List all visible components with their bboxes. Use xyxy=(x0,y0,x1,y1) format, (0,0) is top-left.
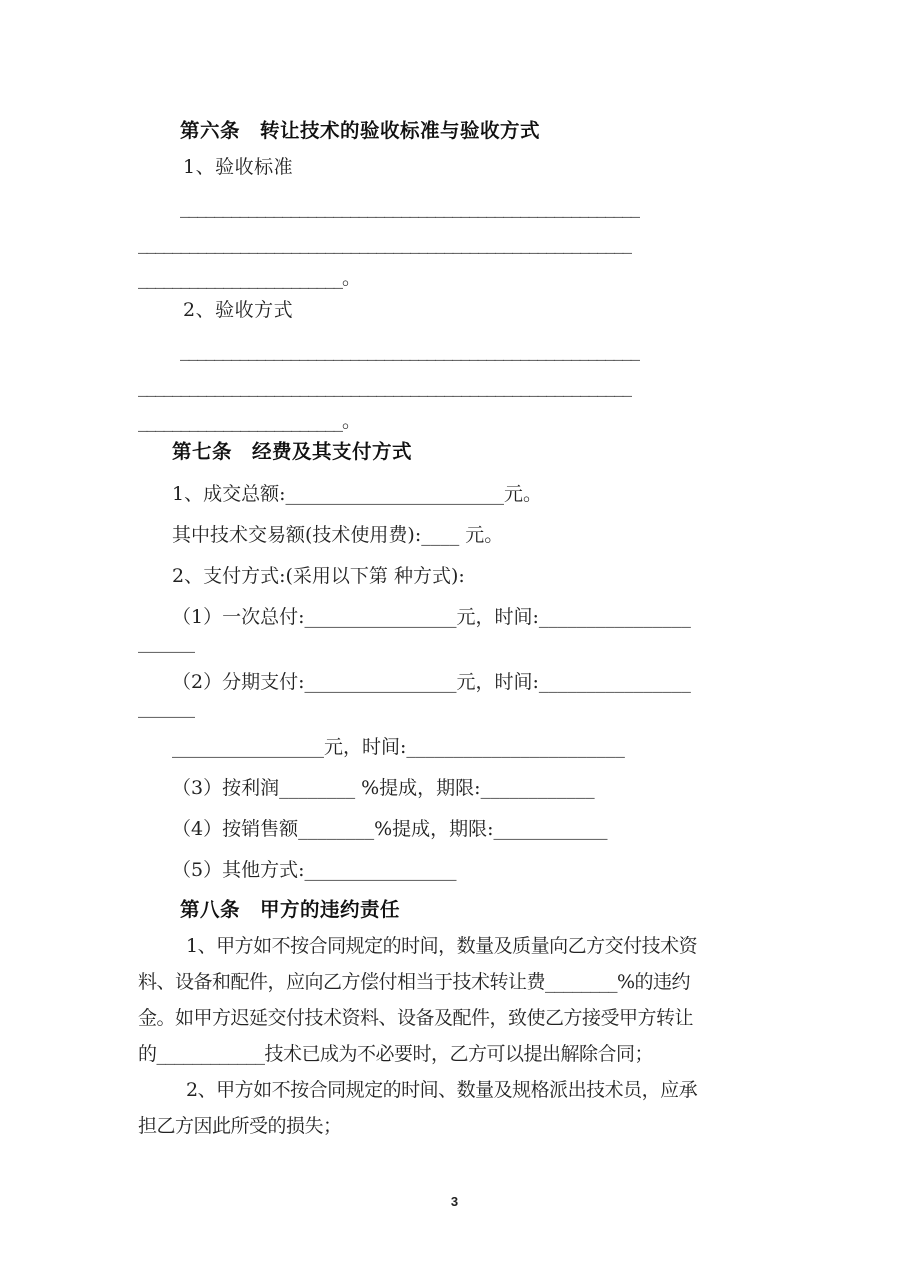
art7-option-2: （2）分期支付:________________元，时间:________________ xyxy=(172,671,691,693)
art7-option-2-installment: ________________元，时间:_______________________ xyxy=(172,736,625,758)
art7-option-1: （1）一次总付:________________元，时间:________________ xyxy=(172,606,691,628)
art6-item2-blank-3: ________________________。 xyxy=(138,410,361,432)
article-7-heading: 第七条 经费及其支付方式 xyxy=(172,440,413,463)
art7-option-1-cont: ______ xyxy=(138,631,195,653)
article-8-heading: 第八条 甲方的违约责任 xyxy=(180,898,401,921)
art6-item1-blank-2: __________________________________________________________ xyxy=(138,232,631,254)
page-number: 3 xyxy=(450,1194,459,1209)
art8-para1-line3: 金。如甲方迟延交付技术资料、设备及配件，致使乙方接受甲方转让 xyxy=(138,1007,694,1029)
art8-para2-line2: 担乙方因此所受的损失； xyxy=(138,1115,342,1137)
art6-item1-blank-3: ________________________。 xyxy=(138,267,361,289)
art6-item1-blank-1: ______________________________________________________ xyxy=(180,196,639,218)
art6-item2-blank-1: ______________________________________________________ xyxy=(180,339,639,361)
art6-item2-title: 2、验收方式 xyxy=(183,299,294,321)
art7-tech-fee: 其中技术交易额(技术使用费):____ 元。 xyxy=(172,524,504,546)
art7-option-5: （5）其他方式:________________ xyxy=(172,859,457,881)
art6-item1-title: 1、验收标准 xyxy=(183,156,294,178)
art8-para1-line2: 料、设备和配件，应向乙方偿付相当于技术转让费________%的违约 xyxy=(138,971,691,993)
art7-option-3: （3）按利润________ %提成，期限:____________ xyxy=(172,777,595,799)
art8-para2-line1: 2、甲方如不按合同规定的时间、数量及规格派出技术员，应承 xyxy=(186,1079,698,1101)
article-6-heading: 第六条 转让技术的验收标准与验收方式 xyxy=(180,119,541,142)
art7-option-2-cont: ______ xyxy=(138,696,195,718)
art6-item2-blank-2: __________________________________________________________ xyxy=(138,375,631,397)
art8-para1-line1: 1、甲方如不按合同规定的时间，数量及质量向乙方交付技术资 xyxy=(186,935,698,957)
art7-option-4: （4）按销售额________%提成，期限:____________ xyxy=(172,818,608,840)
art8-para1-line4: 的____________技术已成为不必要时，乙方可以提出解除合同； xyxy=(138,1043,654,1065)
art7-payment-method: 2、支付方式:(采用以下第 种方式): xyxy=(172,565,465,587)
art7-total-amount: 1、成交总额:_______________________元。 xyxy=(172,483,542,505)
